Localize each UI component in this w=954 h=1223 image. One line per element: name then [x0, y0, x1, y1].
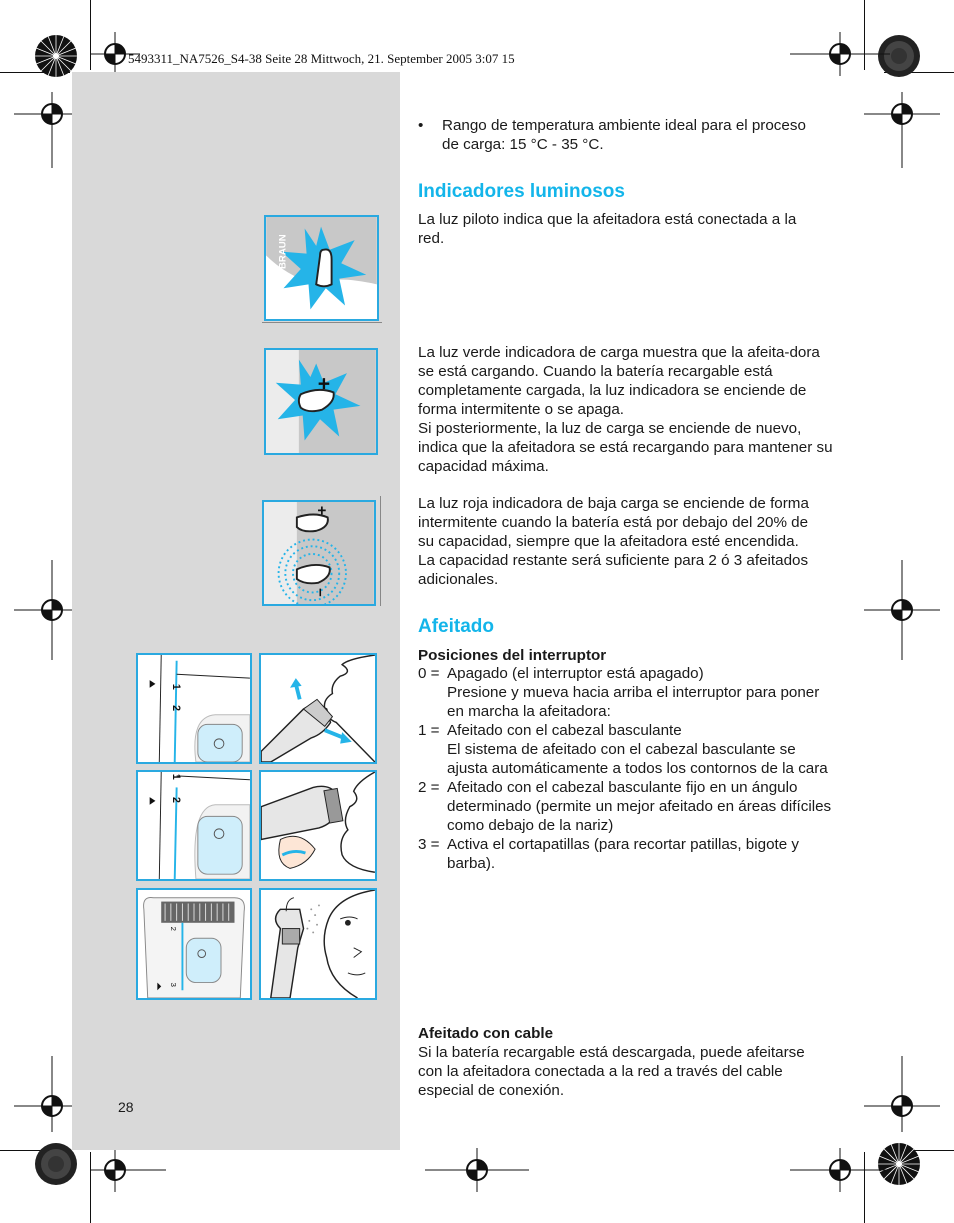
registration-crosshair-icon — [425, 1148, 529, 1192]
switch-mark-2: 2 — [168, 926, 178, 931]
plus-sign: + — [317, 372, 331, 396]
print-slug: 5493311_NA7526_S4-38 Seite 28 Mittwoch, 21. September 2005 3:07 15 — [128, 51, 515, 66]
switch-mark-2: 2 — [169, 705, 182, 712]
switch-mark-1: 1 — [169, 683, 182, 690]
figure-switch-position-3 — [136, 888, 252, 1000]
position-text: Afeitado con el cabezal basculante — [447, 722, 682, 739]
position-key: 3 = — [418, 836, 440, 853]
heading-shaving: Afeitado — [418, 616, 494, 637]
minus-sign: – — [312, 588, 330, 597]
plus-sign: + — [317, 502, 327, 520]
list-item — [418, 778, 834, 835]
registration-crosshair-icon — [790, 1148, 890, 1192]
subheading-switch-positions: Posiciones del interruptor — [418, 647, 607, 664]
switch-positions-list — [418, 664, 834, 873]
figure-switch-position-2 — [136, 770, 252, 881]
position-key: 2 = — [418, 779, 440, 796]
position-key: 1 = — [418, 722, 440, 739]
registration-crosshair-icon — [90, 1148, 166, 1192]
list-item — [418, 835, 834, 873]
bullet-icon: • — [418, 117, 424, 134]
registration-crosshair-icon — [864, 92, 940, 168]
figure-shaving-tilt-head — [259, 653, 377, 764]
position-text: El sistema de afeitado con el cabezal basculante se ajusta automáticamente a todos los contornos de la cara — [447, 741, 828, 777]
bullet-temperature — [418, 116, 818, 154]
figure-shaving-fixed-head — [259, 770, 377, 881]
figure-shaving-trimmer — [259, 888, 377, 1000]
paragraph-low-charge-light: La luz roja indicadora de baja carga se enciende de forma intermitente cuando la batería está por debajo del 20% de su capacidad, siempre que la afeitadora esté encendida. La capacidad restante será suficiente para 2 ó 3 afeitados adicionales. — [418, 495, 809, 588]
paragraph-charge-light — [418, 343, 834, 476]
paragraph-corded-shaving: Si la batería recargable está descargada, puede afeitarse con la afeitadora conectada a la red a través del cable especial de conexión. — [418, 1044, 805, 1099]
position-text: Activa el cortapatillas (para recortar patillas, bigote y barba). — [447, 836, 800, 872]
paragraph-pilot-light: La luz piloto indica que la afeitadora está conectada a la red. — [418, 211, 797, 247]
position-text: Presione y mueva hacia arriba el interruptor para poner en marcha la afeitadora: — [447, 684, 820, 720]
registration-crosshair-icon — [864, 1056, 940, 1132]
registration-crosshair-icon — [790, 32, 890, 76]
figure-charge-light — [264, 348, 378, 455]
switch-mark-3: 3 — [168, 982, 178, 987]
figure-underline — [262, 322, 382, 323]
position-key: 0 = — [418, 665, 440, 682]
list-item — [418, 721, 834, 778]
figure-switch-position-1 — [136, 653, 252, 764]
position-text: Apagado (el interruptor está apagado) — [447, 665, 704, 682]
position-text: Afeitado con el cabezal basculante fijo en un ángulo determinado (permite un mejor afeitado en áreas difíciles como debajo de la nariz) — [447, 779, 832, 834]
registration-crosshair-icon — [864, 560, 940, 660]
paragraph-charge-light-1: La luz verde indicadora de carga muestra que la afeita-dora se está cargando. Cuando la batería recargable está completamente cargada, la luz indicadora se enciende de forma intermitente o se apaga. — [418, 344, 820, 418]
switch-mark-2: 2 — [169, 797, 182, 803]
paragraph-charge-light-2: Si posteriormente, la luz de carga se enciende de nuevo, indica que la afeitadora se está recargando para mantener su capacidad máxima. — [418, 420, 833, 475]
heading-indicators: Indicadores luminosos — [418, 181, 625, 202]
page-number: 28 — [118, 1099, 134, 1115]
bullet-text: Rango de temperatura ambiente ideal para el proceso de carga: 15 °C - 35 °C. — [442, 117, 806, 153]
subheading-corded-shaving: Afeitado con cable — [418, 1025, 554, 1042]
figure-pilot-light — [264, 215, 379, 321]
figure-low-charge-light — [262, 500, 376, 606]
brand-logo: BRAUN — [277, 234, 289, 270]
figure-edge — [380, 496, 381, 606]
list-item — [418, 664, 834, 721]
switch-mark-1: 1 — [169, 773, 182, 780]
